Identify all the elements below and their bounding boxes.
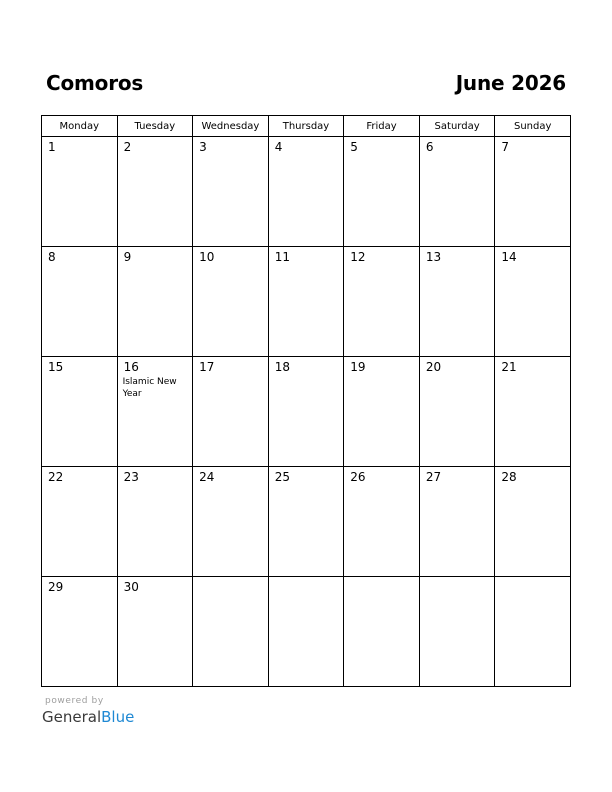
day-number: 1 — [48, 140, 56, 154]
day-number: 3 — [199, 140, 207, 154]
weekday-monday: Monday — [42, 116, 118, 137]
day-cell — [268, 137, 344, 247]
day-number: 24 — [199, 470, 215, 484]
brand-blue: Blue — [101, 708, 135, 726]
day-cell — [42, 467, 118, 577]
day-cell — [495, 357, 571, 467]
day-number: 22 — [48, 470, 64, 484]
weekday-wednesday: Wednesday — [193, 116, 269, 137]
day-cell — [42, 137, 118, 247]
week-row — [42, 577, 571, 687]
day-cell — [193, 357, 269, 467]
day-number: 25 — [274, 470, 290, 484]
day-number: 5 — [350, 140, 358, 154]
day-cell — [344, 247, 420, 357]
day-cell — [117, 137, 193, 247]
day-number: 18 — [274, 360, 290, 374]
day-number: 23 — [123, 470, 139, 484]
day-cell — [193, 137, 269, 247]
day-cell — [419, 357, 495, 467]
weekday-saturday: Saturday — [419, 116, 495, 137]
day-number — [269, 577, 344, 581]
day-cell — [117, 467, 193, 577]
weekday-header-row — [42, 116, 571, 137]
day-cell — [495, 467, 571, 577]
day-cell — [117, 247, 193, 357]
day-cell — [268, 247, 344, 357]
day-number: 19 — [350, 360, 366, 374]
day-number: 7 — [501, 140, 510, 154]
weekday-thursday: Thursday — [268, 116, 344, 137]
day-number: 27 — [425, 470, 442, 484]
day-cell — [344, 467, 420, 577]
day-cell — [193, 467, 269, 577]
footer-branding — [42, 696, 134, 727]
day-number: 26 — [350, 470, 366, 484]
day-cell — [268, 467, 344, 577]
day-cell — [495, 247, 571, 357]
day-cell — [268, 357, 344, 467]
day-cell — [419, 467, 495, 577]
day-number: 9 — [123, 250, 132, 264]
day-cell — [42, 577, 118, 687]
day-number: 12 — [350, 250, 366, 264]
day-cell-empty — [419, 577, 495, 687]
day-number: 29 — [48, 580, 64, 594]
day-number: 6 — [425, 140, 434, 154]
day-number: 11 — [274, 250, 290, 264]
day-number: 4 — [274, 140, 283, 154]
day-cell — [117, 577, 193, 687]
day-number: 17 — [199, 360, 215, 374]
day-cell — [42, 357, 118, 467]
day-number — [420, 577, 495, 581]
day-number: 13 — [425, 250, 442, 264]
month-title: June 2026 — [455, 71, 566, 95]
day-cell-empty — [495, 577, 571, 687]
weekday-friday: Friday — [344, 116, 420, 137]
day-number: 28 — [501, 470, 517, 484]
day-cell-empty — [268, 577, 344, 687]
day-number: 10 — [199, 250, 215, 264]
brand-general: General — [42, 708, 102, 726]
day-number — [495, 577, 570, 581]
powered-by-text: powered by — [45, 696, 104, 706]
weekday-sunday: Sunday — [495, 116, 571, 137]
day-number — [344, 577, 419, 581]
day-cell — [419, 137, 495, 247]
day-cell — [42, 247, 118, 357]
day-cell — [117, 357, 193, 467]
calendar-grid — [41, 115, 571, 687]
day-number: 16 — [123, 360, 139, 374]
country-title: Comoros — [46, 71, 144, 95]
day-number: 21 — [501, 360, 517, 374]
day-cell — [419, 247, 495, 357]
day-cell-empty — [344, 577, 420, 687]
day-cell — [193, 247, 269, 357]
weekday-tuesday: Tuesday — [117, 116, 193, 137]
week-row — [42, 467, 571, 577]
week-row — [42, 137, 571, 247]
day-cell — [344, 357, 420, 467]
day-number: 20 — [425, 360, 442, 374]
day-cell-empty — [193, 577, 269, 687]
day-number: 2 — [123, 140, 132, 154]
holiday-label: Islamic New Year — [122, 377, 177, 399]
day-cell — [344, 137, 420, 247]
week-row — [42, 357, 571, 467]
day-number: 14 — [501, 250, 517, 264]
day-number — [193, 577, 268, 581]
week-row — [42, 247, 571, 357]
day-number: 30 — [123, 580, 139, 594]
day-cell — [495, 137, 571, 247]
day-number: 8 — [48, 250, 56, 264]
generalblue-logo — [42, 708, 134, 727]
day-number: 15 — [48, 360, 64, 374]
